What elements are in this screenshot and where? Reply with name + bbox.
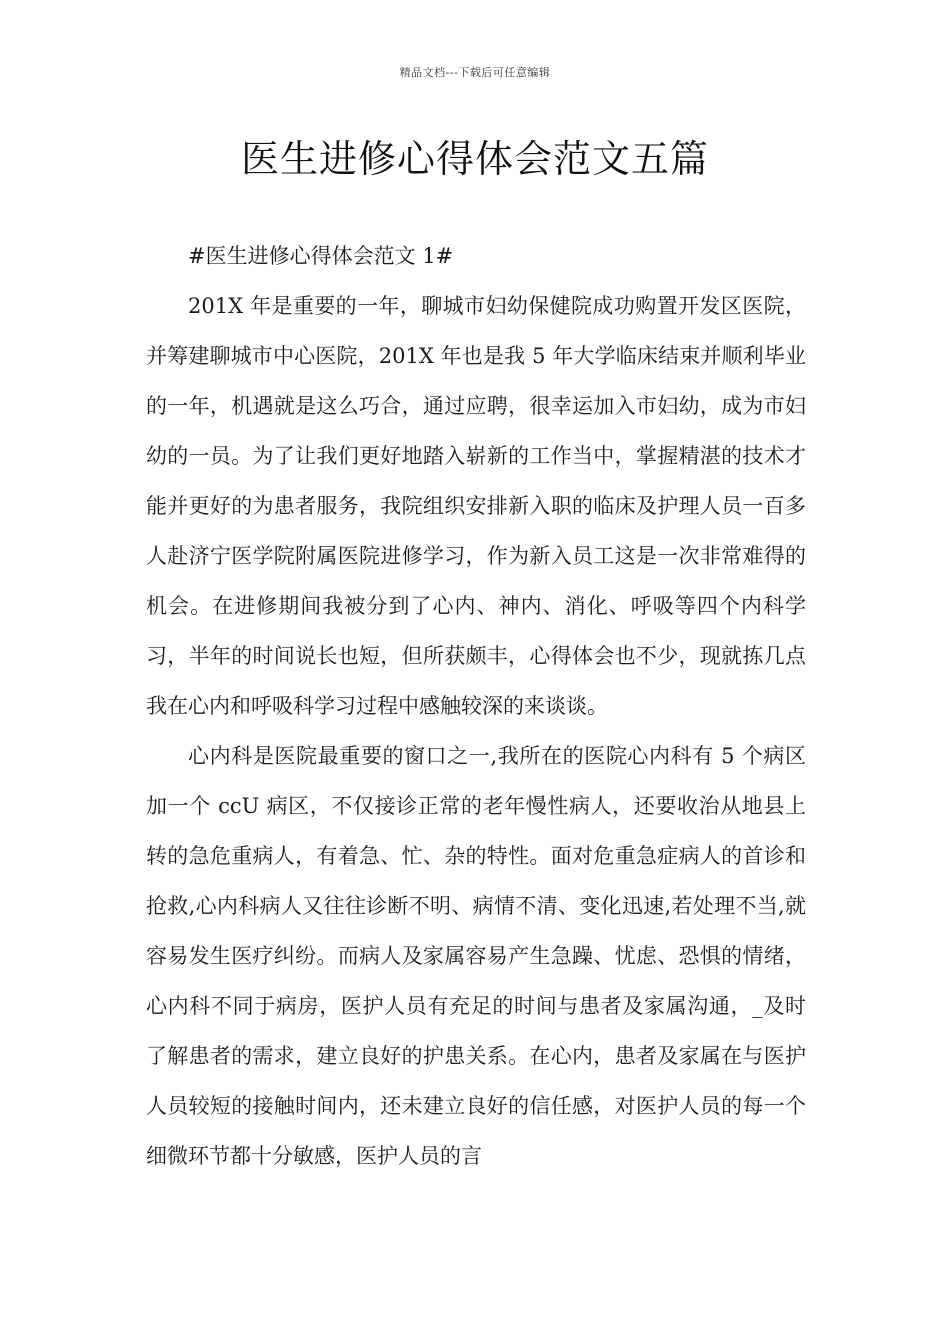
document-body xyxy=(146,231,806,1181)
paragraph-2: 心内科是医院最重要的窗口之一,我所在的医院心内科有 5 个病区加一个 ccU 病区，不仅接诊正常的老年慢性病人，还要收治从地县上转的急危重病人，有着急、忙、杂的特性。面对危重急症病人的首诊和抢救,心内科病人又往往诊断不明、病情不清、变化迅速,若处理不当,就容易发生医疗纠纷。而病人及家属容易产生急躁、忧虑、恐惧的情绪，心内科不同于病房，医护人员有充足的时间与患者及家属沟通，_及时了解患者的需求，建立良好的护患关系。在心内，患者及家属在与医护人员较短的接触时间内，还未建立良好的信任感，对医护人员的每一个细微环节都十分敏感，医护人员的言 xyxy=(146,744,806,1168)
section-heading: #医生进修心得体会范文 1# xyxy=(188,244,454,268)
document-title: 医生进修心得体会范文五篇 xyxy=(240,137,709,181)
header-note: 精品文档---下载后可任意编辑 xyxy=(399,66,551,79)
paragraph-1: 201X 年是重要的一年，聊城市妇幼保健院成功购置开发区医院，并筹建聊城市中心医院，201X 年也是我 5 年大学临床结束并顺利毕业的一年，机遇就是这么巧合，通过应聘，很幸运加入市妇幼，成为市妇幼的一员。为了让我们更好地踏入崭新的工作当中，掌握精湛的技术才能并更好的为患者服务，我院组织安排新入职的临床及护理人员一百多人赴济宁医学院附属医院进修学习，作为新入员工这是一次非常难得的机会。在进修期间我被分到了心内、神内、消化、呼吸等四个内科学习，半年的时间说长也短，但所获颇丰，心得体会也不少，现就拣几点我在心内和呼吸科学习过程中感触较深的来谈谈。 xyxy=(146,294,806,718)
